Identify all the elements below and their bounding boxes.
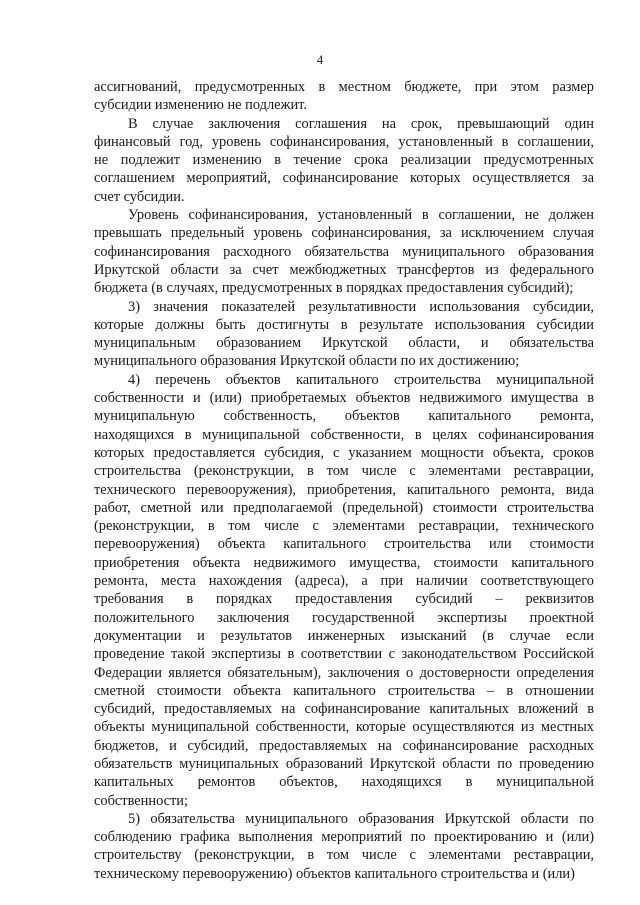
text-line: муниципальную собственность, объектов капитального ремонта, — [94, 408, 594, 425]
text-line: находящихся в муниципальной собственности, в целях софинансирования — [94, 426, 594, 443]
text-line: софинансирования расходного обязательства муниципального образования — [94, 243, 594, 260]
text-line: ассигнований, предусмотренных в местном бюджете, при этом размер — [94, 79, 594, 95]
text-line: документации и результатов инженерных изысканий (в случае если — [94, 627, 594, 644]
text-line: собственности; — [94, 792, 189, 809]
text-line: превышать предельный уровень софинансирования, за исключением случая — [94, 225, 594, 242]
text-line: объекты муниципальной собственности, которые осуществляются из местных — [94, 719, 594, 736]
text-line: соблюдению графика выполнения мероприятий по проектированию и (или) — [94, 829, 594, 846]
text-line: ремонта, места нахождения (адреса), а при наличии соответствующего — [94, 573, 594, 590]
text-line: которых предоставляется субсидия, с указанием мощности объекта, сроков — [94, 444, 594, 461]
text-line: 4) перечень объектов капитального строительства муниципальной — [128, 371, 594, 388]
paragraph — [94, 206, 594, 297]
paragraph — [94, 810, 594, 883]
text-line: Федерации является обязательным), заключения о достоверности определения — [94, 664, 594, 681]
text-line: муниципального образования Иркутской области по их достижению; — [94, 353, 520, 370]
text-line: муниципальным образованием Иркутской области, и обязательства — [94, 335, 594, 352]
text-line: Уровень софинансирования, установленный в соглашении, не должен — [128, 207, 594, 224]
paragraph — [94, 298, 594, 371]
text-line: 5) обязательства муниципального образования Иркутской области по — [128, 810, 594, 827]
text-line: субсидий, предоставляемых на софинансирование капитальных вложений в — [94, 701, 594, 718]
text-line: требования в порядках предоставления субсидий – реквизитов — [94, 591, 594, 608]
text-line: приобретения объекта недвижимого имущества, стоимости капитального — [94, 554, 594, 571]
text-line: проведение такой экспертизы в соответствии с законодательством Российской — [94, 646, 594, 663]
text-line: положительного заключения государственной экспертизы проектной — [94, 609, 594, 626]
page-number: 4 — [316, 52, 324, 67]
text-line: субсидии изменению не подлежит. — [94, 97, 307, 114]
text-line: собственности и (или) приобретаемых объектов недвижимого имущества в — [94, 390, 594, 407]
text-line: перевооружения) объекта капитального строительства или стоимости — [94, 536, 594, 553]
text-line: работ, сметной или предполагаемой (предельной) стоимости строительства — [94, 499, 594, 516]
paragraph — [94, 78, 594, 115]
text-line: сметной стоимости объекта капитального строительства – в отношении — [94, 682, 594, 699]
paragraph — [94, 371, 594, 810]
text-line: бюджетов, и субсидий, предоставляемых на софинансирование расходных — [94, 737, 594, 754]
text-line: капитальных ремонтов объектов, находящихся в муниципальной — [94, 774, 594, 791]
text-line: 3) значения показателей результативности использования субсидии, — [128, 298, 594, 315]
text-line: техническому перевооружению) объектов капитального строительства и (или) — [94, 865, 575, 882]
text-line: технического перевооружения), приобретения, капитального ремонта, вида — [94, 481, 594, 498]
text-line: строительства (реконструкции, в том числе с элементами реставрации, — [94, 463, 594, 480]
document-body — [94, 78, 594, 883]
text-line: строительству (реконструкции, в том числе с элементами реставрации, — [94, 847, 594, 864]
paragraph — [94, 115, 594, 206]
text-line: Иркутской области за счет межбюджетных трансфертов из федерального — [94, 261, 594, 278]
text-line: финансовый год, уровень софинансирования, установленный в соглашении, — [94, 133, 594, 150]
text-line: бюджета (в случаях, предусмотренных в порядках предоставления субсидий); — [94, 280, 574, 297]
text-line: (реконструкции, в том числе с элементами реставрации, технического — [94, 518, 594, 535]
text-line: обязательств муниципальных образований Иркутской области по проведению — [94, 755, 594, 772]
text-line: В случае заключения соглашения на срок, превышающий один — [128, 115, 594, 132]
text-line: соглашением мероприятий, софинансирование которых осуществляется за — [94, 170, 594, 187]
text-line: счет субсидии. — [94, 188, 185, 205]
text-line: которые должны быть достигнуты в результате использования субсидии — [94, 316, 594, 333]
text-line: не подлежит изменению в течение срока реализации предусмотренных — [94, 152, 594, 169]
